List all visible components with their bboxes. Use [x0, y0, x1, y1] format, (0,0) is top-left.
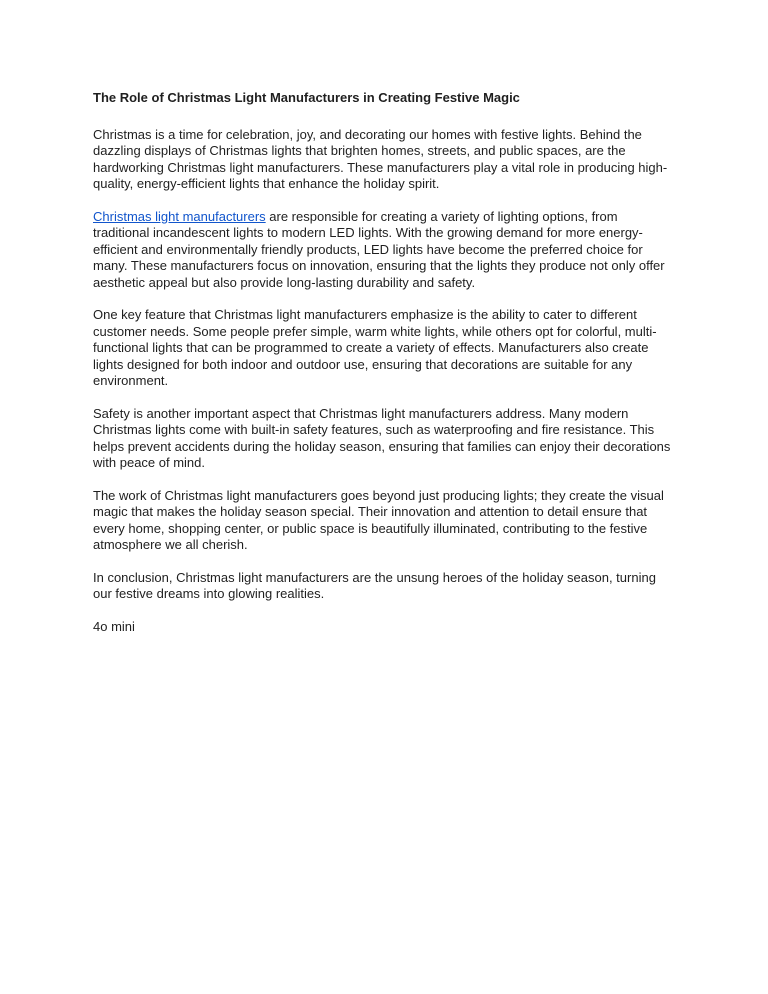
paragraph	[93, 488, 676, 554]
paragraph	[93, 127, 676, 193]
inline-link[interactable]: Christmas light manufacturers	[93, 208, 266, 224]
paragraph-text: In conclusion, Christmas light manufacturers are the unsung heroes of the holiday season, turning our festive dreams into glowing realities.	[93, 569, 656, 601]
paragraph	[93, 570, 676, 603]
paragraph	[93, 406, 676, 472]
document-body	[93, 127, 676, 603]
paragraph	[93, 209, 676, 292]
paragraph-text: Christmas is a time for celebration, joy, and decorating our homes with festive lights. Behind the dazzling displays of Christmas lights that brighten homes, streets, and public spaces, are the hardworking Christmas light manufacturers. These manufacturers play a vital role in producing high-quality, energy-efficient lights that enhance the holiday spirit.	[93, 126, 668, 191]
paragraph	[93, 307, 676, 390]
paragraph-text: Safety is another important aspect that Christmas light manufacturers address. Many modern Christmas lights come with built-in safety features, such as waterproofing and fire resistance. This helps prevent accidents during the holiday season, ensuring that families can enjoy their decorations with peace of mind.	[93, 405, 671, 470]
paragraph-text: are responsible for creating a variety of lighting options, from traditional incandescent lights to modern LED lights. With the growing demand for more energy-efficient and environmentally friendly products, LED lights have become the preferred choice for many. These manufacturers focus on innovation, ensuring that the lights they produce not only offer aesthetic appeal but also provide long-lasting durability and safety.	[93, 208, 665, 290]
paragraph-text: The work of Christmas light manufacturers goes beyond just producing lights; they create the visual magic that makes the holiday season special. Their innovation and attention to detail ensure that every home, shopping center, or public space is beautifully illuminated, contributing to the festive atmosphere we all cherish.	[93, 487, 664, 552]
document-title: The Role of Christmas Light Manufacturers in Creating Festive Magic	[93, 90, 520, 105]
model-label: 4o mini	[93, 618, 135, 634]
paragraph-text: One key feature that Christmas light manufacturers emphasize is the ability to cater to different customer needs. Some people prefer simple, warm white lights, while others opt for colorful, multi-functional lights that can be programmed to create a variety of effects. Manufacturers also create lights designed for both indoor and outdoor use, ensuring that decorations are suitable for any environment.	[93, 307, 657, 388]
